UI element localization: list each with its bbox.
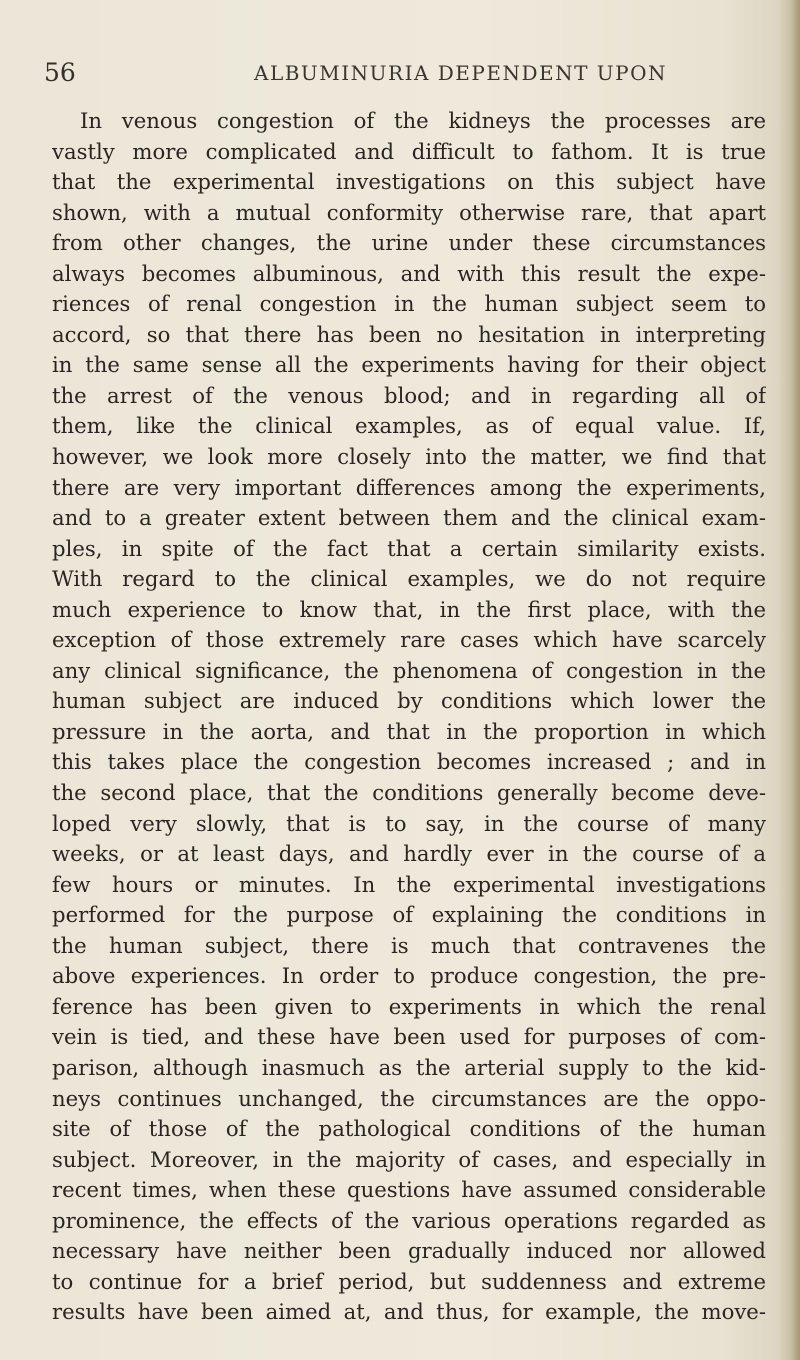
text-line: this takes place the congestion becomes increased ; and in	[52, 749, 766, 775]
text-line: accord, so that there has been no hesitation in interpreting	[52, 321, 766, 347]
body-paragraph	[52, 106, 766, 1328]
text-line: subject. Moreover, in the majority of cases, and especially in	[52, 1146, 766, 1172]
text-line: prominence, the effects of the various operations regarded as	[52, 1207, 766, 1233]
text-line: the arrest of the venous blood; and in regarding all of	[52, 382, 766, 408]
text-line: performed for the purpose of explaining the conditions in	[52, 902, 766, 928]
running-head	[44, 58, 744, 92]
text-line: recent times, when these questions have assumed considerable	[52, 1177, 766, 1203]
text-line: weeks, or at least days, and hardly ever in the course of a	[52, 841, 766, 867]
text-line: there are very important differences among the experiments,	[52, 474, 766, 500]
text-line: In venous congestion of the kidneys the processes are	[80, 108, 766, 133]
text-line: them, like the clinical examples, as of equal value. If,	[52, 413, 766, 439]
text-line: to continue for a brief period, but suddenness and extreme	[52, 1268, 766, 1294]
text-line: in the same sense all the experiments having for their object	[52, 352, 766, 378]
text-line: any clinical significance, the phenomena of congestion in the	[52, 657, 766, 683]
text-line: neys continues unchanged, the circumstances are the oppo-	[52, 1085, 766, 1111]
text-line: few hours or minutes. In the experimental investigations	[52, 871, 766, 897]
running-title: ALBUMINURIA DEPENDENT UPON	[254, 61, 668, 85]
text-line: ference has been given to experiments in which the renal	[52, 993, 766, 1019]
text-line: loped very slowly, that is to say, in the course of many	[52, 810, 766, 836]
text-line: always becomes albuminous, and with this result the expe-	[52, 260, 766, 286]
text-line: however, we look more closely into the matter, we find that	[52, 444, 766, 470]
text-line: parison, although inasmuch as the arterial supply to the kid-	[52, 1054, 766, 1080]
text-line: With regard to the clinical examples, we do not require	[52, 566, 766, 592]
text-line: vein is tied, and these have been used for purposes of com-	[52, 1024, 766, 1050]
text-line: human subject are induced by conditions which lower the	[52, 688, 766, 714]
text-line: above experiences. In order to produce congestion, the pre-	[52, 963, 766, 989]
text-line: site of those of the pathological conditions of the human	[52, 1116, 766, 1142]
page-edge-shadow	[778, 0, 800, 1360]
text-line: results have been aimed at, and thus, for example, the move-	[52, 1299, 766, 1325]
text-line: pressure in the aorta, and that in the proportion in which	[52, 718, 766, 744]
text-line: the second place, that the conditions generally become deve-	[52, 780, 766, 806]
text-line: shown, with a mutual conformity otherwise rare, that apart	[52, 199, 766, 225]
text-line: much experience to know that, in the first place, with the	[52, 596, 766, 622]
text-line: exception of those extremely rare cases which have scarcely	[52, 627, 766, 653]
text-line: vastly more complicated and difficult to fathom. It is true	[52, 138, 766, 164]
page-number: 56	[44, 58, 76, 87]
text-line: riences of renal congestion in the human subject seem to	[52, 291, 766, 317]
text-line: and to a greater extent between them and the clinical exam-	[52, 505, 766, 531]
text-line: ples, in spite of the fact that a certain similarity exists.	[52, 535, 766, 561]
text-line: from other changes, the urine under these circumstances	[52, 230, 766, 256]
text-line: that the experimental investigations on this subject have	[52, 169, 766, 195]
text-line: the human subject, there is much that contravenes the	[52, 932, 766, 958]
text-line: necessary have neither been gradually induced nor allowed	[52, 1238, 766, 1264]
